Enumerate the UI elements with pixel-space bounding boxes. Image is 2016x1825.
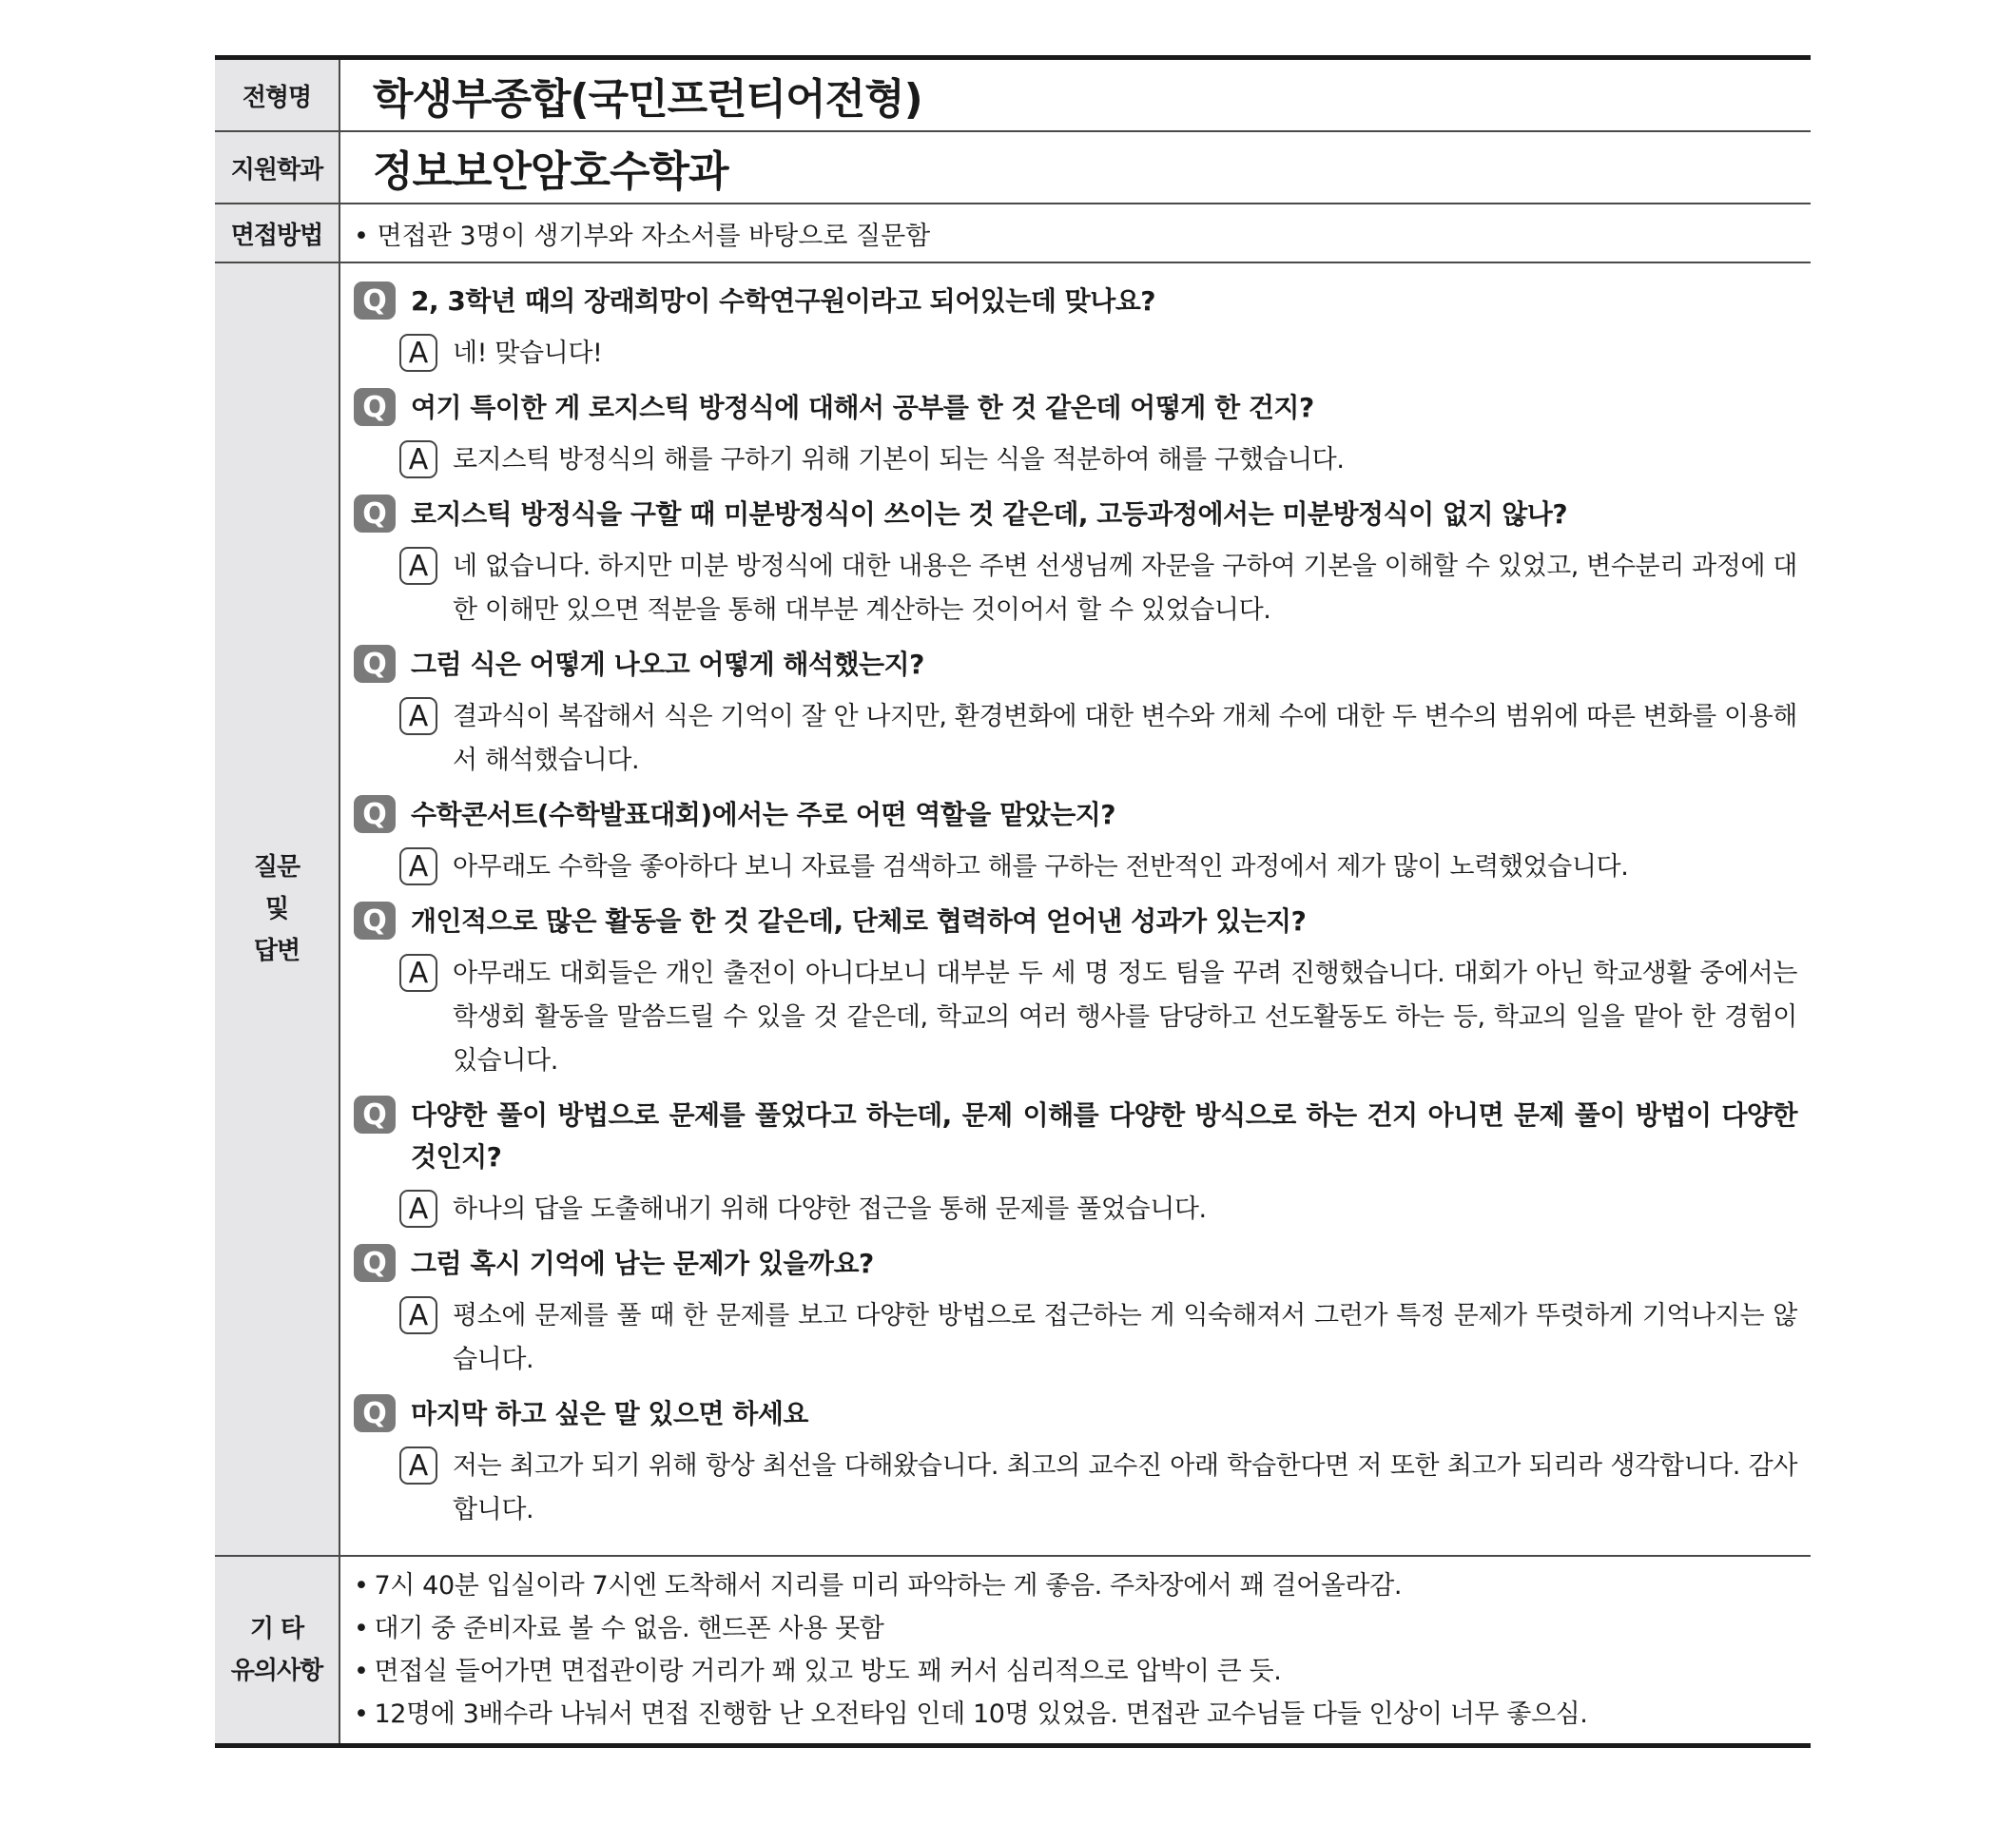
department-label: 지원학과 — [215, 131, 339, 204]
row-department — [215, 131, 1811, 204]
note-item — [354, 1693, 1797, 1736]
qa-item — [354, 281, 1797, 376]
admission-type-value: 학생부종합(국민프런티어전형) — [373, 75, 922, 124]
question — [354, 281, 1797, 322]
question — [354, 901, 1797, 942]
a-badge-icon: A — [399, 697, 437, 735]
qa-label-line-1: 질문 — [253, 853, 300, 882]
question-text: 마지막 하고 싶은 말 있으면 하세요 — [411, 1398, 808, 1429]
question-text: 로지스틱 방정식을 구할 때 미분방정식이 쓰이는 것 같은데, 고등과정에서는 미분방정식이 없지 않나? — [411, 498, 1568, 530]
question — [354, 1243, 1797, 1285]
q-badge-icon: Q — [354, 1394, 396, 1432]
qa-item — [354, 494, 1797, 632]
interview-method-text: 면접관 3명이 생기부와 자소서를 바탕으로 질문함 — [377, 221, 931, 251]
other-notes-label-line-1: 기 타 — [249, 1615, 304, 1643]
qa-item — [354, 1243, 1797, 1382]
row-admission-type — [215, 58, 1811, 132]
interview-table — [215, 55, 1811, 1748]
answer-text: 평소에 문제를 풀 때 한 문제를 보고 다양한 방법으로 접근하는 게 익숙해져서 그런가 특정 문제가 뚜렷하게 기억나지는 않습니다. — [453, 1301, 1797, 1374]
a-badge-icon: A — [399, 440, 437, 478]
answer-text: 아무래도 수학을 좋아하다 보니 자료를 검색하고 해를 구하는 전반적인 과정에서 제가 많이 노력했었습니다. — [453, 852, 1629, 882]
qa-item — [354, 794, 1797, 889]
question — [354, 794, 1797, 836]
question — [354, 494, 1797, 535]
question — [354, 387, 1797, 429]
answer — [399, 1445, 1797, 1532]
question-text: 개인적으로 많은 활동을 한 것 같은데, 단체로 협력하여 얻어낸 성과가 있는지? — [411, 905, 1307, 937]
q-badge-icon: Q — [354, 388, 396, 426]
a-badge-icon: A — [399, 954, 437, 992]
note-text: 면접실 들어가면 면접관이랑 거리가 꽤 있고 방도 꽤 커서 심리적으로 압박이 큰 듯. — [374, 1657, 1282, 1686]
a-badge-icon: A — [399, 847, 437, 885]
row-interview-method — [215, 204, 1811, 262]
answer — [399, 545, 1797, 632]
interview-record-sheet — [215, 55, 1811, 1748]
admission-type-label: 전형명 — [215, 58, 339, 132]
question-text: 여기 특이한 게 로지스틱 방정식에 대해서 공부를 한 것 같은데 어떻게 한 건지? — [411, 392, 1314, 423]
qa-label — [215, 262, 339, 1556]
q-badge-icon: Q — [354, 902, 396, 940]
answer-text: 로지스틱 방정식의 해를 구하기 위해 기본이 되는 식을 적분하여 해를 구했습니다. — [453, 445, 1345, 475]
question-text: 다양한 풀이 방법으로 문제를 풀었다고 하는데, 문제 이해를 다양한 방식으로 하는 건지 아니면 문제 풀이 방법이 다양한 것인지? — [411, 1099, 1797, 1173]
department-value: 정보보안암호수학과 — [373, 147, 728, 196]
bullet: • — [354, 1699, 369, 1729]
question-text: 그럼 혹시 기억에 남는 문제가 있을까요? — [411, 1248, 874, 1279]
answer-text: 아무래도 대회들은 개인 출전이 아니다보니 대부분 두 세 명 정도 팀을 꾸려 진행했습니다. 대회가 아닌 학교생활 중에서는 학생회 활동을 말씀드릴 수 있을 것 같은데, 학교의 여러 행사를 담당하고 선도활동도 하는 등, 학교의 일을 맡아 한 경험이 있습니다. — [453, 959, 1797, 1076]
answer-text: 네! 맞습니다! — [453, 339, 603, 368]
answer — [399, 1188, 1797, 1232]
question — [354, 1095, 1797, 1178]
q-badge-icon: Q — [354, 1096, 396, 1134]
bullet: • — [354, 1571, 369, 1601]
qa-item — [354, 387, 1797, 482]
qa-item — [354, 1095, 1797, 1232]
q-badge-icon: Q — [354, 495, 396, 533]
bullet: • — [354, 1657, 369, 1686]
notes-list — [339, 1556, 1811, 1746]
question — [354, 1393, 1797, 1435]
answer — [399, 845, 1797, 889]
answer — [399, 438, 1797, 482]
answer-text: 결과식이 복잡해서 식은 기억이 잘 안 나지만, 환경변화에 대한 변수와 개체 수에 대한 두 변수의 범위에 따른 변화를 이용해서 해석했습니다. — [453, 702, 1797, 775]
bullet: • — [354, 1614, 369, 1643]
answer-text: 하나의 답을 도출해내기 위해 다양한 접근을 통해 문제를 풀었습니다. — [453, 1194, 1207, 1224]
row-qa — [215, 262, 1811, 1556]
qa-list — [339, 262, 1811, 1556]
q-badge-icon: Q — [354, 282, 396, 320]
qa-item — [354, 901, 1797, 1083]
answer — [399, 695, 1797, 783]
other-notes-label — [215, 1556, 339, 1746]
q-badge-icon: Q — [354, 795, 396, 833]
a-badge-icon: A — [399, 547, 437, 585]
interview-method-value — [339, 204, 1811, 262]
question-text: 그럼 식은 어떻게 나오고 어떻게 해석했는지? — [411, 649, 924, 680]
note-item — [354, 1650, 1797, 1693]
answer-text: 저는 최고가 되기 위해 항상 최선을 다해왔습니다. 최고의 교수진 아래 학습한다면 저 또한 최고가 되리라 생각합니다. 감사합니다. — [453, 1451, 1797, 1524]
bullet: • — [354, 221, 369, 251]
interview-method-label: 면접방법 — [215, 204, 339, 262]
question — [354, 644, 1797, 686]
answer — [399, 332, 1797, 376]
note-item — [354, 1607, 1797, 1650]
question-text: 2, 3학년 때의 장래희망이 수학연구원이라고 되어있는데 맞나요? — [411, 285, 1156, 317]
qa-item — [354, 1393, 1797, 1532]
q-badge-icon: Q — [354, 645, 396, 683]
qa-label-line-2: 및 — [264, 895, 289, 923]
a-badge-icon: A — [399, 1446, 437, 1485]
row-other-notes — [215, 1556, 1811, 1746]
a-badge-icon: A — [399, 1296, 437, 1334]
qa-item — [354, 644, 1797, 783]
note-text: 12명에 3배수라 나눠서 면접 진행함 난 오전타임 인데 10명 있었음. 면접관 교수님들 다들 인상이 너무 좋으심. — [374, 1699, 1588, 1729]
answer-text: 네 없습니다. 하지만 미분 방정식에 대한 내용은 주변 선생님께 자문을 구하여 기본을 이해할 수 있었고, 변수분리 과정에 대한 이해만 있으면 적분을 통해 대부분 계산하는 것이어서 할 수 있었습니다. — [453, 552, 1797, 625]
a-badge-icon: A — [399, 1190, 437, 1228]
a-badge-icon: A — [399, 334, 437, 372]
qa-label-line-3: 답변 — [253, 937, 300, 965]
answer — [399, 952, 1797, 1083]
note-text: 7시 40분 입실이라 7시엔 도착해서 지리를 미리 파악하는 게 좋음. 주차장에서 꽤 걸어올라감. — [374, 1571, 1403, 1601]
note-text: 대기 중 준비자료 볼 수 없음. 핸드폰 사용 못함 — [374, 1614, 884, 1643]
question-text: 수학콘서트(수학발표대회)에서는 주로 어떤 역할을 맡았는지? — [411, 799, 1116, 830]
q-badge-icon: Q — [354, 1244, 396, 1282]
other-notes-label-line-2: 유의사항 — [230, 1657, 323, 1685]
note-item — [354, 1564, 1797, 1607]
answer — [399, 1294, 1797, 1382]
